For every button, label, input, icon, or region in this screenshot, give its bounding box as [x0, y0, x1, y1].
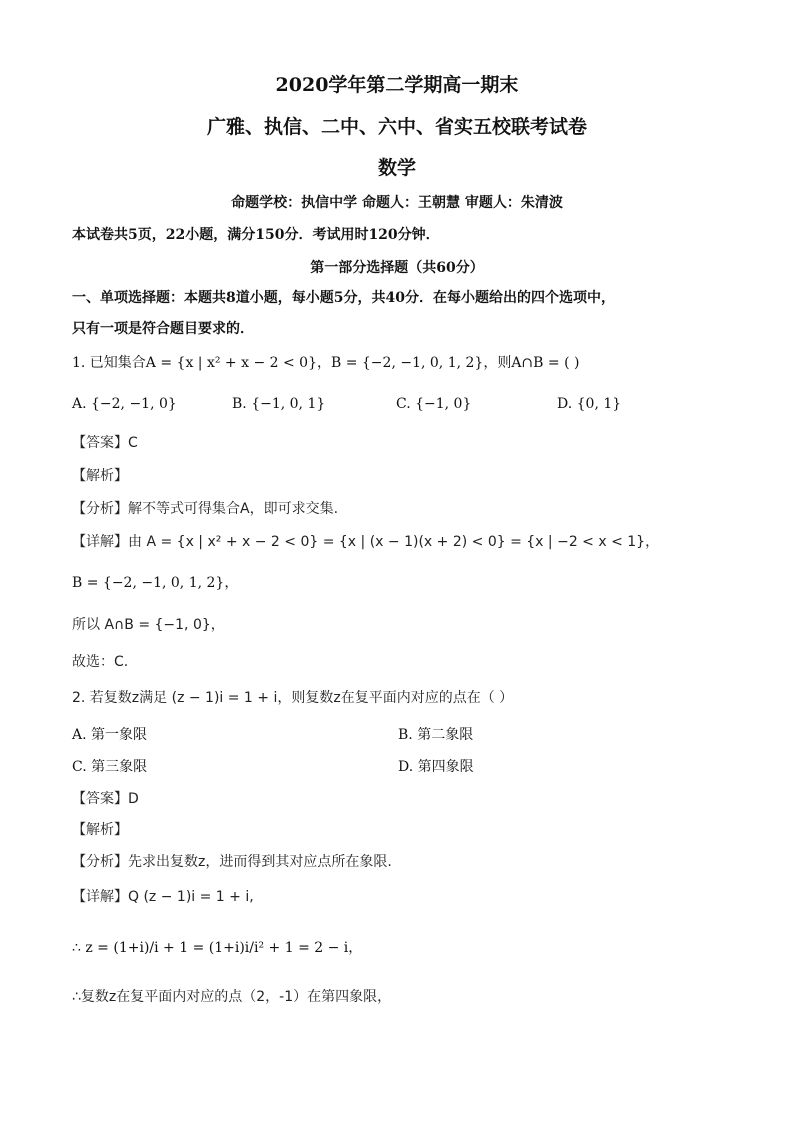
q2-xiangjie-line2: ∴ z = (1+i)/i + 1 = (1+i)i/i² + 1 = 2 − i，: [72, 940, 363, 956]
q1-fenxi: 【分析】解不等式可得集合A，即可求交集.: [72, 501, 339, 517]
q2-option-b: B. 第二象限: [398, 727, 474, 743]
q2-answer: 【答案】D: [72, 791, 139, 807]
q1-stem: 1. 已知集合A = {x | x² + x − 2 < 0}，B = {−2, −1, 0, 1, 2}，则A∩B = ( ): [72, 355, 580, 371]
q1-analysis-label: 【解析】: [72, 468, 128, 484]
q1-option-d: D. {0, 1}: [557, 396, 622, 412]
q1-option-c: C. {−1, 0}: [396, 396, 472, 412]
q2-xiangjie-line1: 【详解】Q (z − 1)i = 1 + i,: [72, 889, 254, 905]
q2-analysis-label: 【解析】: [72, 822, 128, 838]
section1-instructions-line2: 只有一项是符合题目要求的．: [72, 321, 254, 337]
exam-title-year: 2020学年第二学期高一期末: [275, 74, 519, 96]
q1-option-a: A. {−2, −1, 0}: [72, 396, 177, 412]
exam-info: 本试卷共5页，22小题，满分150分．考试用时120分钟．: [72, 227, 440, 243]
q1-xiangjie-line3: 所以 A∩B = {−1, 0}，: [72, 617, 225, 633]
exam-title-schools: 广雅、执信、二中、六中、省实五校联考试卷: [206, 116, 587, 138]
section1-instructions-line1: 一、单项选择题：本题共8道小题，每小题5分，共40分．在每小题给出的四个选项中，: [72, 290, 615, 306]
exam-subject: 数学: [377, 157, 416, 179]
q2-fenxi: 【分析】先求出复数z，进而得到其对应点所在象限.: [72, 854, 392, 870]
q1-option-b: B. {−1, 0, 1}: [232, 396, 326, 412]
part1-heading: 第一部分选择题（共60分）: [310, 260, 484, 276]
q2-xiangjie-line3: ∴复数z在复平面内对应的点（2，-1）在第四象限，: [72, 989, 392, 1005]
q2-stem: 2. 若复数z满足 (z − 1)i = 1 + i，则复数z在复平面内对应的点在（ ）: [72, 690, 514, 706]
q2-option-d: D. 第四象限: [398, 759, 474, 775]
exam-authors: 命题学校：执信中学 命题人：王朝慧 审题人：朱清波: [231, 195, 563, 211]
q1-xiangjie-line2: B = {−2, −1, 0, 1, 2}，: [72, 575, 239, 591]
q1-answer: 【答案】C: [72, 435, 138, 451]
q2-option-c: C. 第三象限: [72, 759, 148, 775]
q1-conclusion: 故选：C.: [72, 654, 129, 670]
q2-option-a: A. 第一象限: [72, 727, 148, 743]
q1-xiangjie-line1: 【详解】由 A = {x | x² + x − 2 < 0} = {x | (x − 1)(x + 2) < 0} = {x | −2 < x < 1}，: [72, 534, 660, 550]
